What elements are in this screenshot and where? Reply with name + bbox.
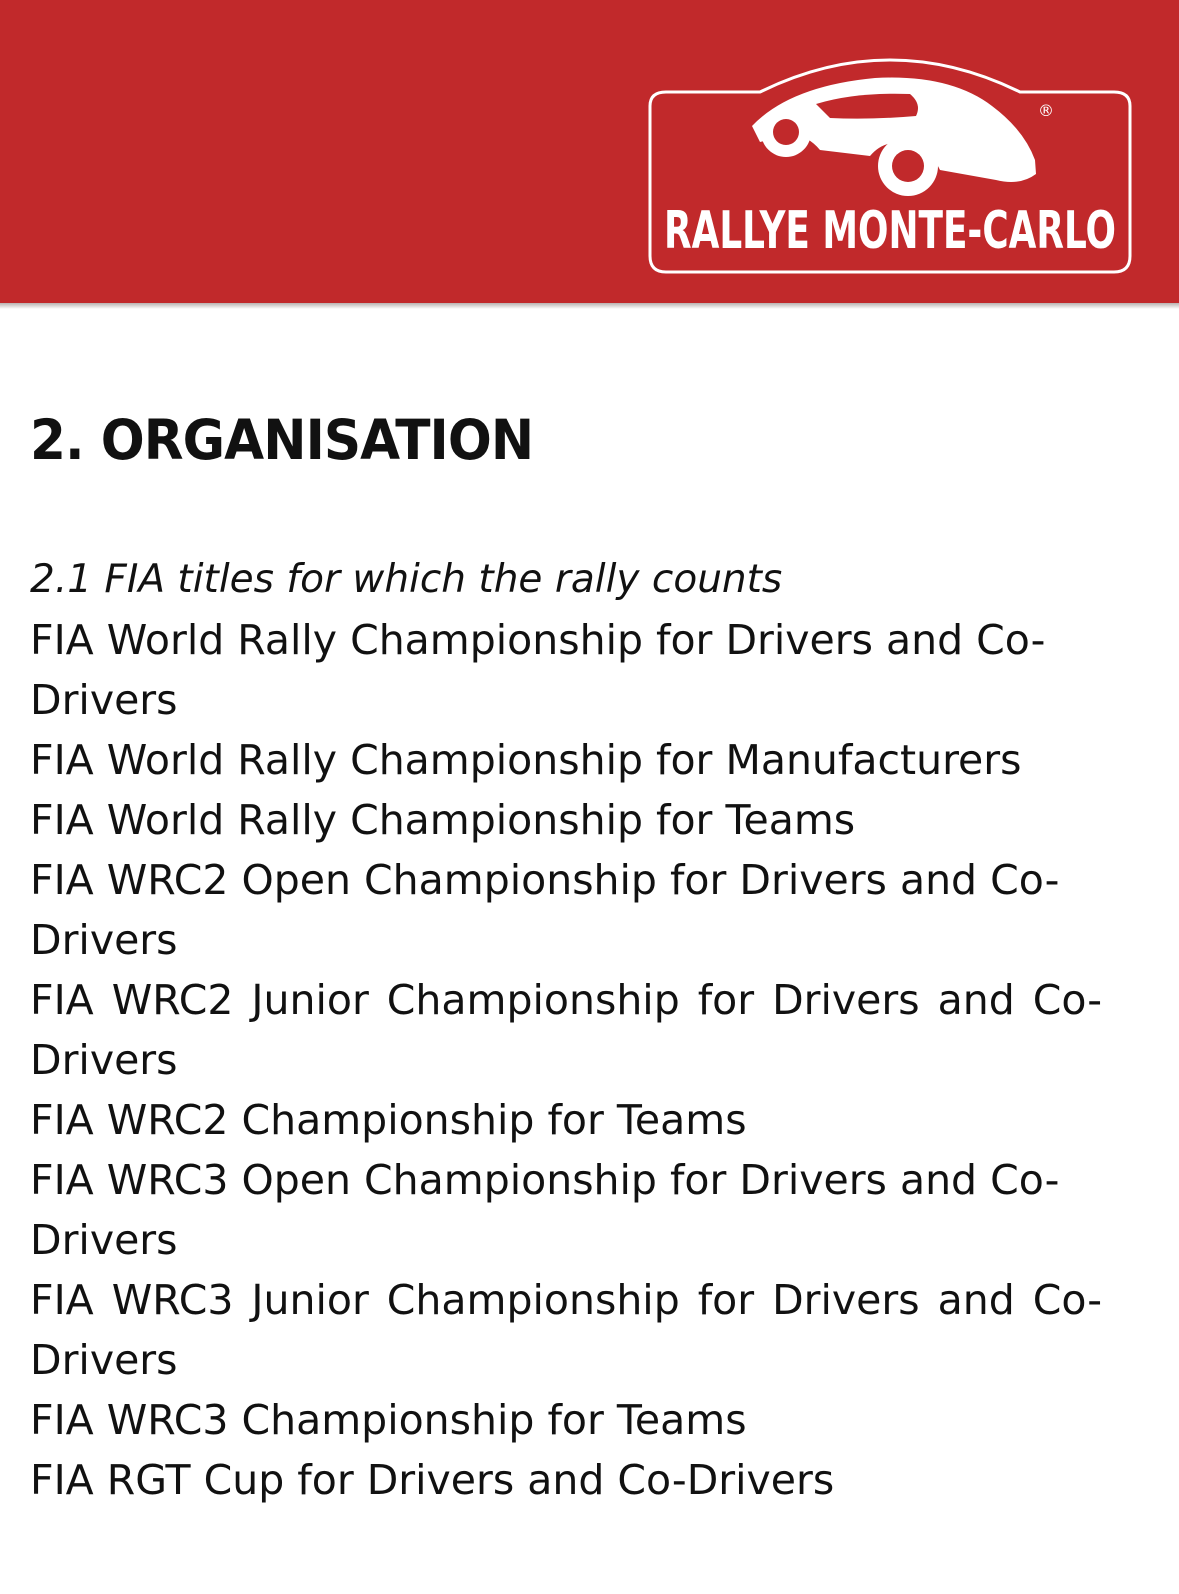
rallye-monte-carlo-logo [640,34,1140,282]
document-body [30,400,1102,1510]
list-item: FIA WRC2 Junior Championship for Drivers and Co-Drivers [30,976,1102,1084]
trademark-mark: ® [1038,101,1054,120]
logo-wordmark: RALLYE MONTE-CARLO [664,201,1116,261]
list-item: FIA World Rally Championship for Teams [30,796,856,844]
list-item: FIA WRC2 Open Championship for Drivers and Co-Drivers [30,856,1060,964]
header-banner [0,0,1179,307]
list-item: FIA RGT Cup for Drivers and Co-Drivers [30,1456,835,1504]
list-item: FIA World Rally Championship for Drivers and Co-Drivers [30,616,1046,724]
list-item: FIA WRC3 Junior Championship for Drivers and Co-Drivers [30,1276,1102,1384]
list-item: FIA WRC3 Championship for Teams [30,1396,747,1444]
list-item: FIA World Rally Championship for Manufacturers [30,736,1022,784]
section-title: 2. ORGANISATION [30,408,534,472]
list-item: FIA WRC2 Championship for Teams [30,1096,747,1144]
subsection-title: 2.1 FIA titles for which the rally counts [30,557,783,602]
banner-divider [0,303,1179,309]
fia-titles-list [30,610,1102,1510]
rally-car-icon [752,78,1036,196]
list-item: FIA WRC3 Open Championship for Drivers and Co-Drivers [30,1156,1060,1264]
